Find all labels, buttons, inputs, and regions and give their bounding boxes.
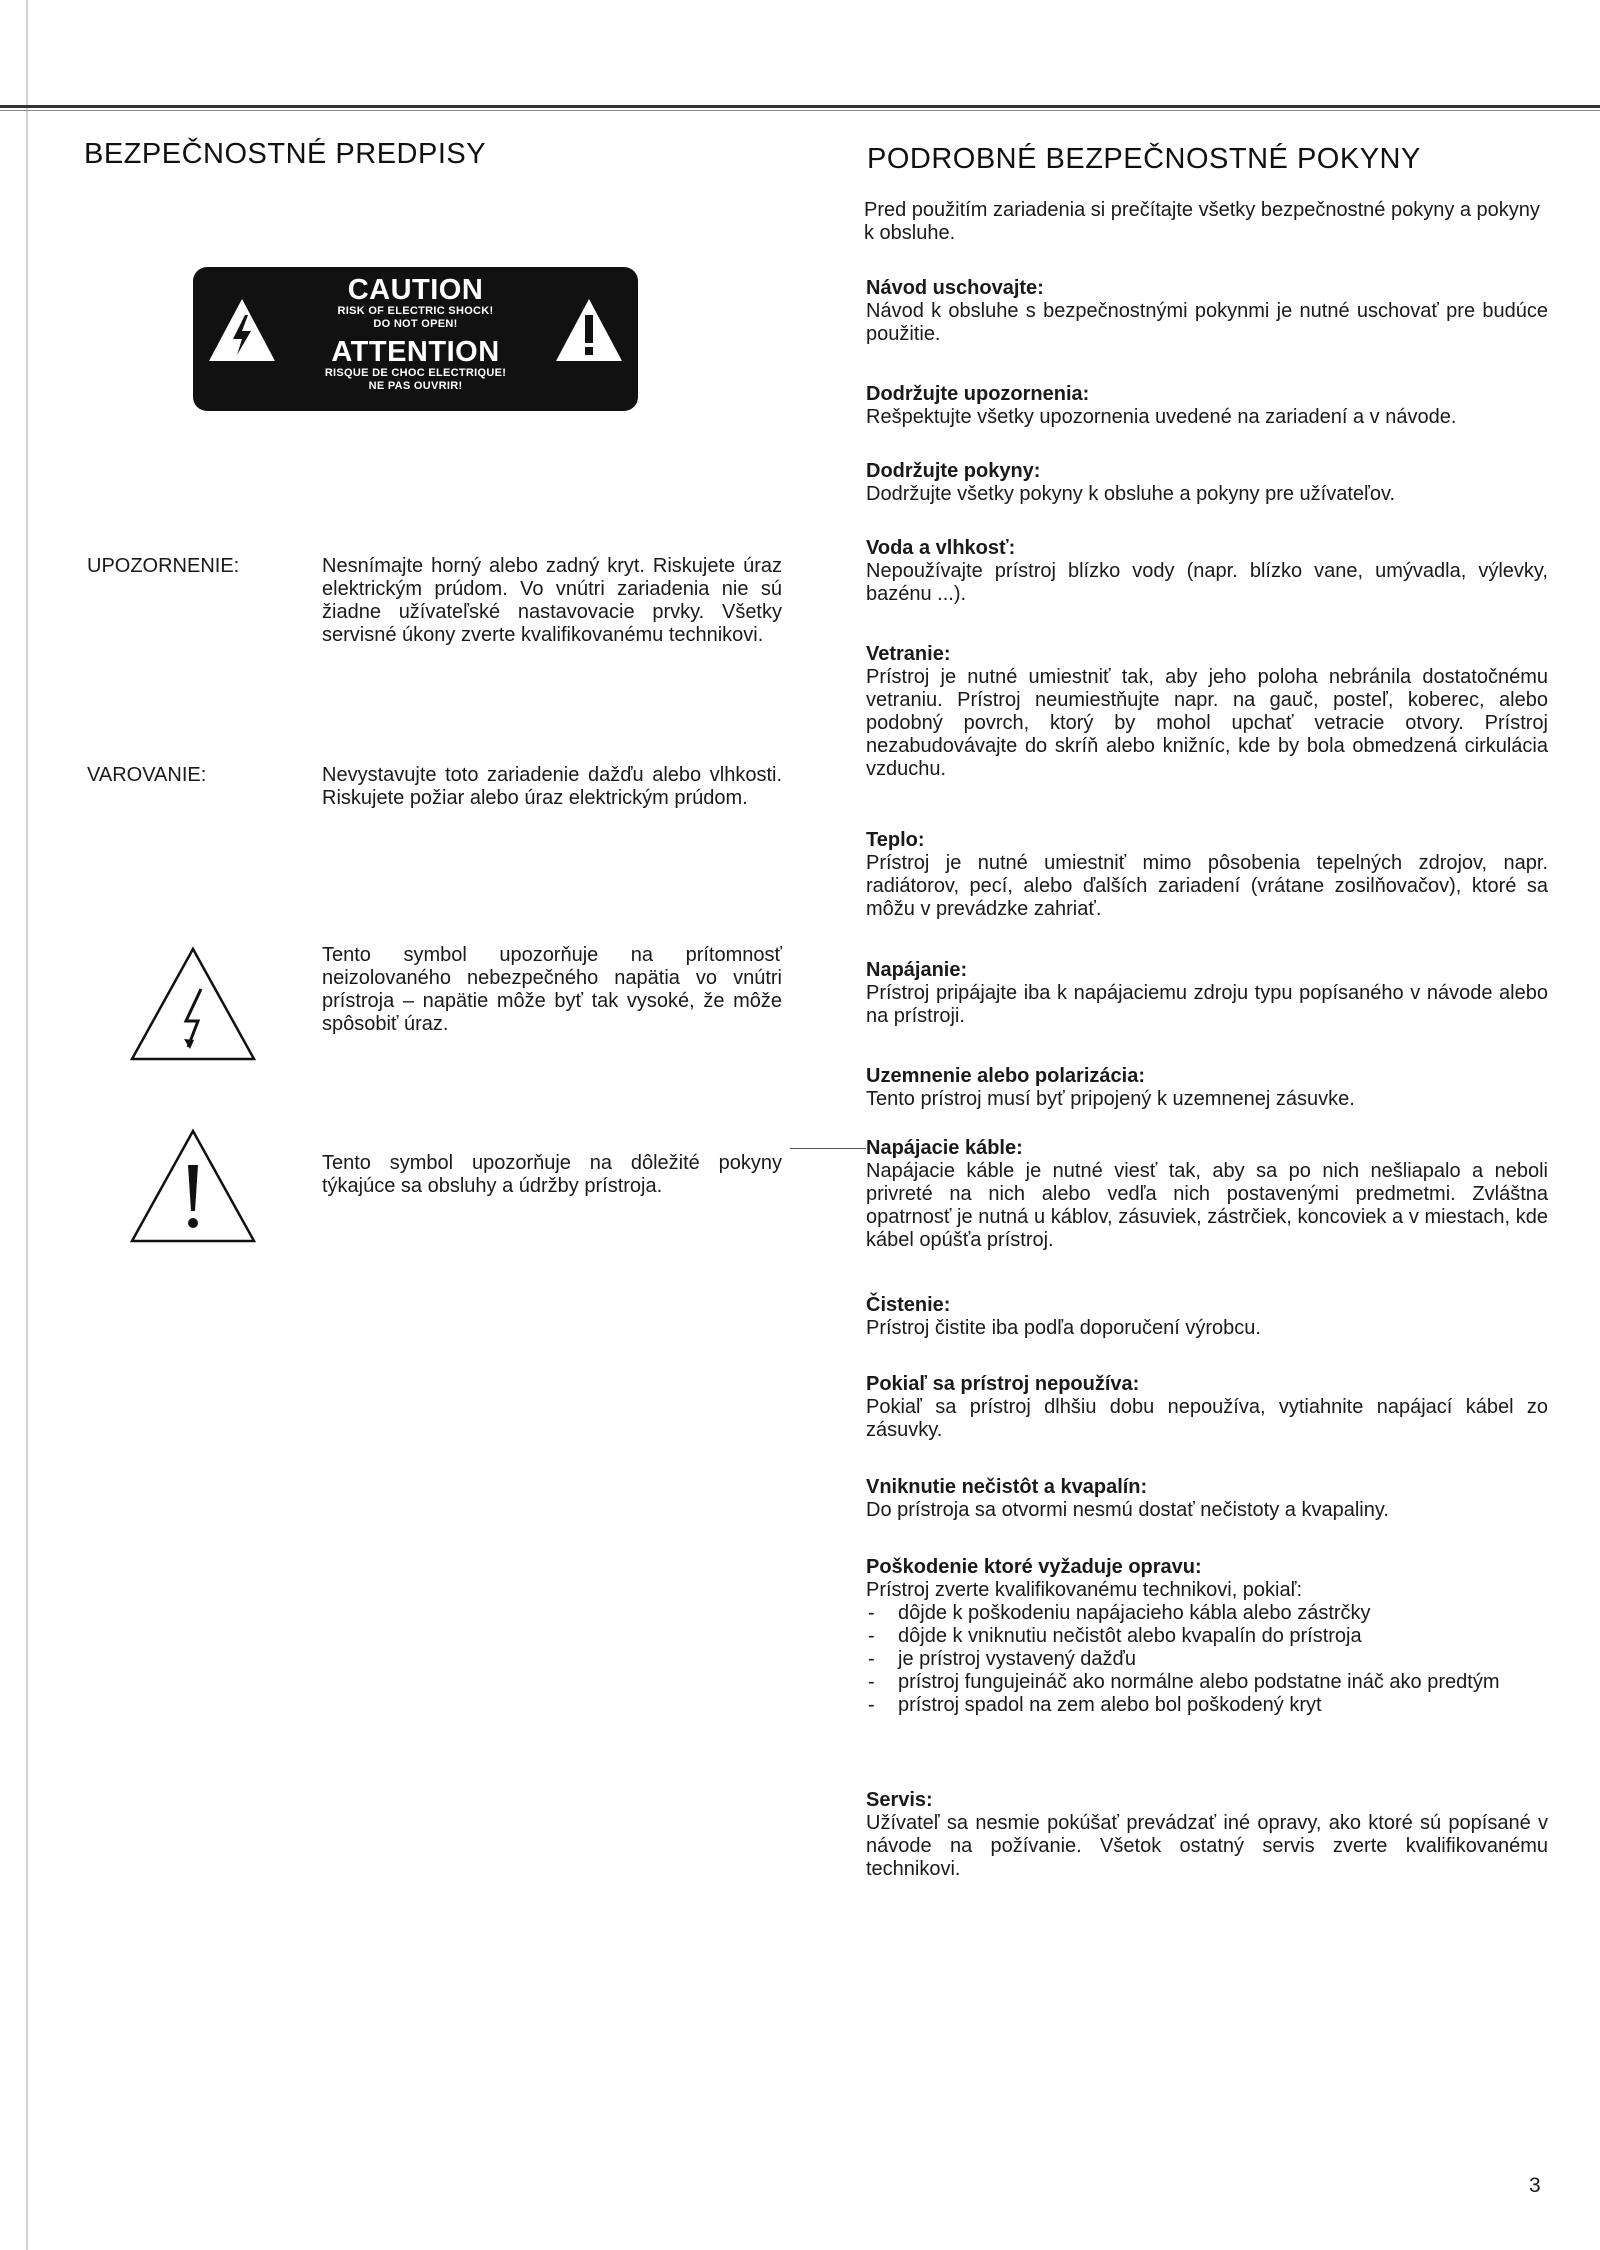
item-heading: Dodržujte pokyny: <box>866 460 1041 482</box>
caution-line-5: RISQUE DE CHOC ELECTRIQUE! <box>324 367 507 379</box>
left-section-title: BEZPEČNOSTNÉ PREDPISY <box>84 138 487 170</box>
item-vetranie <box>866 643 1548 781</box>
item-heading: Uzemnenie alebo polarizácia: <box>866 1065 1145 1087</box>
note-text-varovanie: Nevystavujte toto zariadenie dažďu alebo vlhkosti. Riskujete požiar alebo úraz elektrickým prúdom. <box>322 764 782 809</box>
item-heading: Napájacie káble: <box>866 1137 1023 1159</box>
header-rule-thin <box>0 110 1600 111</box>
symbol-text-instructions: Tento symbol upozorňuje na dôležité pokyny týkajúce sa obsluhy a údržby prístroja. <box>322 1152 782 1197</box>
item-cistenie <box>866 1294 1548 1340</box>
item-heading: Návod uschovajte: <box>866 277 1044 299</box>
item-heading: Poškodenie ktoré vyžaduje opravu: <box>866 1556 1202 1578</box>
note-label-upozornenie: UPOZORNENIE: <box>87 555 240 577</box>
item-text: Užívateľ sa nesmie pokúšať prevádzať iné opravy, ako ktoré sú popísané v návode na požívanie. Všetok ostatný servis zverte kvalifikovanému technikovi. <box>866 1812 1548 1880</box>
item-vniknutie <box>866 1476 1548 1522</box>
item-heading: Servis: <box>866 1789 933 1811</box>
item-heading: Vetranie: <box>866 643 951 665</box>
caution-heading: CAUTION <box>347 274 484 306</box>
item-text: Návod k obsluhe s bezpečnostnými pokynmi je nutné uschovať pre budúce použitie. <box>866 300 1548 345</box>
item-uzemnenie <box>866 1065 1548 1111</box>
item-voda <box>866 537 1548 606</box>
item-text: Napájacie káble je nutné viesť tak, aby sa po nich nešliapalo a neboli privreté na nich alebo vedľa nich postavenými predmetmi. Zvláštna opatrnosť je nutná u káblov, zásuviek, zástrčiek, koncoviek a v miestach, kde kábel opúšťa prístroj. <box>866 1160 1548 1251</box>
item-upozornenia <box>866 383 1548 429</box>
item-heading: Voda a vlhkosť: <box>866 537 1016 559</box>
item-text: Tento prístroj musí byť pripojený k uzemnenej zásuvke. <box>866 1088 1355 1110</box>
page-number: 3 <box>1529 2174 1541 2197</box>
item-text: Nepoužívajte prístroj blízko vody (napr. blízko vane, umývadla, výlevky, bazénu ...). <box>866 560 1548 605</box>
item-text: Prístroj pripájajte iba k napájaciemu zdroju typu popísaného v návode alebo na prístroji. <box>866 982 1548 1027</box>
item-pokyny <box>866 460 1548 506</box>
note-label-varovanie: VAROVANIE: <box>87 764 207 786</box>
item-teplo <box>866 829 1548 921</box>
item-text: Prístroj je nutné umiestniť mimo pôsobenia tepelných zdrojov, napr. radiátorov, pecí, alebo ďalších zariadení (vrátane zosilňovačov), ktoré sa môžu v prevádzke zahriať. <box>866 852 1548 920</box>
symbol-text-voltage: Tento symbol upozorňuje na prítomnosť neizolovaného nebezpečného napätia vo vnútri prístroja – napätie môže byť tak vysoké, že môže spôsobiť úraz. <box>322 944 782 1035</box>
item-heading: Čistenie: <box>866 1294 951 1316</box>
item-servis <box>866 1789 1548 1881</box>
caution-line-3: DO NOT OPEN! <box>373 318 458 330</box>
list-item: - dôjde k vniknutiu nečistôt alebo kvapalín do prístroja <box>866 1625 1548 1648</box>
item-text: Dodržujte všetky pokyny k obsluhe a pokyny pre užívateľov. <box>866 483 1396 505</box>
item-text: Prístroj čistite iba podľa doporučení výrobcu. <box>866 1317 1261 1339</box>
caution-line-2: RISK OF ELECTRIC SHOCK! <box>337 305 494 317</box>
right-section-title: PODROBNÉ BEZPEČNOSTNÉ POKYNY <box>867 143 1421 175</box>
lightning-warning-icon <box>128 945 258 1065</box>
item-heading: Napájanie: <box>866 959 968 981</box>
item-poskodenie <box>866 1556 1548 1717</box>
item-text: Do prístroja sa otvormi nesmú dostať nečistoty a kvapaliny. <box>866 1499 1389 1521</box>
scan-edge <box>26 0 28 2250</box>
item-text: Rešpektujte všetky upozornenia uvedené na zariadení a v návode. <box>866 406 1457 428</box>
damage-list <box>866 1602 1548 1717</box>
exclamation-warning-icon <box>128 1127 258 1247</box>
list-item: - dôjde k poškodeniu napájacieho kábla alebo zástrčky <box>866 1602 1548 1625</box>
list-item: - prístroj fungujeináč ako normálne alebo podstatne ináč ako predtým <box>866 1671 1548 1694</box>
item-kable <box>866 1137 1548 1252</box>
item-text: Pokiaľ sa prístroj dlhšiu dobu nepoužíva, vytiahnite napájací kábel zo zásuvky. <box>866 1396 1548 1441</box>
attention-heading: ATTENTION <box>331 336 500 368</box>
caution-sign <box>193 267 638 411</box>
list-item: - prístroj spadol na zem alebo bol poškodený kryt <box>866 1694 1548 1717</box>
item-heading: Teplo: <box>866 829 925 851</box>
item-text: Prístroj je nutné umiestniť tak, aby jeho poloha nebránila dostatočnému vetraniu. Prístroj neumiestňujte napr. na gauč, posteľ, koberec, alebo podobný povrch, ktorý by mohol upchať vetracie otvory. Prístroj nezabudovávajte do skríň alebo knižníc, kde by bola obmedzená cirkulácia vzduchu. <box>866 666 1548 780</box>
connector-line <box>790 1148 866 1149</box>
note-text-upozornenie: Nesnímajte horný alebo zadný kryt. Riskujete úraz elektrickým prúdom. Vo vnútri zariadenia nie sú žiadne užívateľské nastavovacie prvky. Všetky servisné úkony zverte kvalifikovanému technikovi. <box>322 555 782 646</box>
item-navod <box>866 277 1548 346</box>
intro-text: Pred použitím zariadenia si prečítajte všetky bezpečnostné pokyny a pokyny k obsluhe. <box>864 199 1540 244</box>
caution-line-6: NE PAS OUVRIR! <box>368 380 463 392</box>
item-napajanie <box>866 959 1548 1028</box>
item-nepouziva <box>866 1373 1548 1442</box>
item-heading: Vniknutie nečistôt a kvapalín: <box>866 1476 1148 1498</box>
item-heading: Dodržujte upozornenia: <box>866 383 1090 405</box>
list-item: - je prístroj vystavený dažďu <box>866 1648 1548 1671</box>
item-heading: Pokiaľ sa prístroj nepoužíva: <box>866 1373 1140 1395</box>
item-text: Prístroj zverte kvalifikovanému technikovi, pokiaľ: <box>866 1579 1303 1601</box>
header-rule <box>0 105 1600 108</box>
